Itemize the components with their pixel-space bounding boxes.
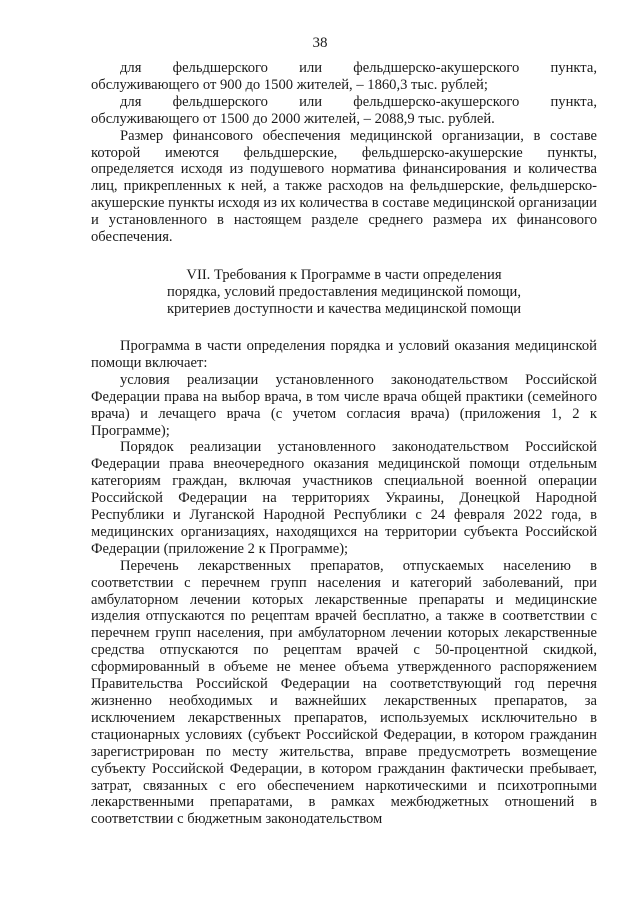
paragraph-program-includes: Программа в части определения порядка и условий оказания медицинской помощи включает: xyxy=(91,337,597,371)
section-heading-line: порядка, условий предоставления медицинской помощи, xyxy=(167,283,521,300)
section-heading xyxy=(91,267,597,318)
paragraph-fap-1500-2000: для фельдшерского или фельдшерско-акушерского пункта, обслуживающего от 1500 до 2000 жителей, – 2088,9 тыс. рублей. xyxy=(91,93,597,127)
paragraph-choice-of-doctor: условия реализации установленного законодательством Российской Федерации права на выбор врача, в том числе врача общей практики (семейного врача) и лечащего врача (с учетом согласия врача) (приложения 1, 2 к Программе); xyxy=(91,371,597,439)
section-heading-line: VII. Требования к Программе в части определения xyxy=(186,266,502,283)
paragraph-priority-care: Порядок реализации установленного законодательством Российской Федерации права внеочередного оказания медицинской помощи отдельным категориям граждан, включая участников специальной военной операции Российской Федерации на территориях Украины, Донецкой Народной Республики и Луганской Народной Республики с 24 февраля 2022 года, в медицинских организациях, находящихся на территории субъекта Российской Федерации (приложение 2 к Программе); xyxy=(91,439,597,557)
paragraph-medicines-list: Перечень лекарственных препаратов, отпускаемых населению в соответствии с перечнем групп населения и категорий заболеваний, при амбулаторном лечении которых лекарственные препараты и медицинские изделия отпускаются по рецептам врачей бесплатно, а также в соответствии с перечнем групп населения, при амбулаторном лечении которых лекарственные средства отпускаются по рецептам врачей с 50-процентной скидкой, сформированный в объеме не менее объема утвержденного распоряжением Правительства Российской Федерации на соответствующий год перечня жизненно необходимых и важнейших лекарственных препаратов, за исключением лекарственных препаратов, используемых исключительно в стационарных условиях (субъект Российской Федерации, в котором гражданин зарегистрирован по месту жительства, вправе предусмотреть возмещение субъекту Российской Федерации, в котором гражданин фактически пребывает, затрат, связанных с его обеспечением наркотическими и психотропными лекарственными препаратами, в рамках межбюджетных отношений в соответствии с бюджетным законодательством xyxy=(91,557,597,828)
document-body xyxy=(91,60,597,828)
section-heading-line: критериев доступности и качества медицинской помощи xyxy=(166,300,522,317)
paragraph-fap-900-1500: для фельдшерского или фельдшерско-акушерского пункта, обслуживающего от 900 до 1500 жителей, – 1860,3 тыс. рублей; xyxy=(91,60,597,93)
page-number: 38 xyxy=(312,35,328,51)
paragraph-financing-size: Размер финансового обеспечения медицинской организации, в составе которой имеются фельдшерские, фельдшерско-акушерские пункты, определяется исходя из подушевого норматива финансирования и количества лиц, прикрепленных к ней, а также расходов на фельдшерские, фельдшерско-акушерские пункты исходя из их количества в составе медицинской организации и установленного в настоящем разделе среднего размера их финансового обеспечения. xyxy=(91,127,597,246)
